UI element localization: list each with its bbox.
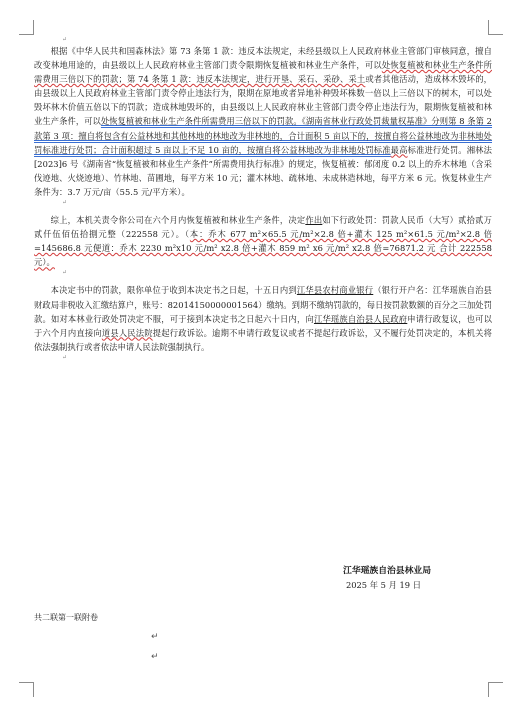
paragraph-decision (34, 213, 492, 269)
decision-text-c: 如下行政处罚：罚款人民币（大写）贰拾贰万贰仟伍佰伍拾捌元整（222558 元）。（ (34, 215, 492, 240)
copy-note: 共二联第一联附卷 (34, 613, 98, 622)
payment-text-a: 本决定书中的罚款，限你单位于收到本决定书之日起，十五日内到 (50, 285, 297, 296)
return-mark: ↵ (151, 632, 159, 642)
paragraph-payment (34, 283, 492, 353)
paragraph-legal-basis (34, 44, 492, 199)
legal-basis-text-e: 最高 (390, 144, 408, 155)
crop-mark-bottom-right (488, 682, 503, 697)
legal-basis-text-d: 处恢复植被和林业生产条件所需费用三倍以下的罚款。《湖南省林业行政处罚裁量权基准》分则第 8 条第 2 款第 3 项：擅自将包含有公益林地和其他林地的林地改为非林地的，合计面积 5 亩以下的，按擅自将公益林地改为非林地处罚标准进行处罚；合计面积超过 5 亩以上不足 10 亩的，按擅自将公益林地改为非林地处罚标准 (34, 116, 493, 155)
crop-mark-bottom-left (19, 682, 34, 697)
issuing-organization: 江华瑶族自治县林业局 (343, 566, 431, 576)
paragraph-mark: ↵ (62, 199, 68, 207)
legal-basis-text-a: 根据《中华人民共和国森林法》第 73 条第 1 款：违反本法规定，未经县级以上人民政府林业主管部门审核同意，擅自改变林地用途的，由县级以上人民政府林业主管部门责令限期恢复植被和林业生产条件，可以 (34, 46, 492, 71)
decision-text-d: 本：乔木 677 m²×65.5 元/m²×2.8 倍+灌木 125 m²×61.5 元/m²×2.8 倍=145686.8 元便道：乔木 2230 m²x10 元/m² x2.8 倍+灌木 859 m² x6 元/m² x2.8 倍=76871.2 元 合计 222558 元）。 (34, 229, 493, 268)
legal-basis-text-f: 标准进行处罚。湘林法[2023]6 号《湖南省“恢复植被和林业生产条件”所需费用执行标准》的规定，恢复植被：郁闭度 0.2 以上的乔木林地（含采伐迹地、火烧迹地）、竹林地、苗圃地，每平方米 10 元；灌木林地、疏林地、未成林造林地，每平方米 6 元。恢复林业生产条件为：3.7 万元/亩（55.5 元/平方米）。 (34, 144, 492, 197)
payment-text-g: 提起行政诉讼。逾期不申请行政复议或者不提起行政诉讼，又不履行处罚决定的，本机关将依法强制执行或者依法申请人民法院强制执行。 (34, 327, 492, 352)
document-body (34, 36, 492, 362)
decision-text-a: 综上，本机关责令你公司在六个月内恢复植被和林业生产条件，决定 (50, 215, 306, 226)
payment-text-c: （银行开户名：江华瑶族自治县财政局非税收入汇缴结算户，账号：82014150000001564）缴纳。到期不缴纳罚款的，每日按罚款数额的百分之三加处罚款。如对本林业行政处罚决定不服，可于接到本决定书之日起六十日内，向 (34, 285, 492, 324)
issue-date: 2025 年 5 月 19 日 (345, 580, 421, 590)
paragraph-mark: ↵ (62, 36, 68, 43)
crop-mark-top-right (488, 20, 503, 35)
paragraph-mark: ↵ (62, 269, 68, 277)
payment-government: 江华瑶族自治县人民政府 (313, 313, 408, 324)
payment-court: 道县人民法院 (101, 327, 153, 338)
legal-basis-text-b: 处恢复植被和林业生产条件所需费用三倍以下的罚款；第 74 条第 1 款：违反本法规定，进行开垦、采石、采砂、采土 (34, 60, 492, 85)
crop-mark-top-left (19, 20, 34, 35)
paragraph-mark: ↵ (62, 353, 68, 361)
decision-text-b: 作出 (305, 215, 323, 226)
legal-basis-text-c: 或者其他活动，造成林木毁坏的，由县级以上人民政府林业主管部门责令停止违法行为，限期在原地或者异地补种毁坏株数一倍以上三倍以下的树木，可以处毁坏林木价值五倍以下的罚款；造成林地毁坏的，由县级以上人民政府林业主管部门责令停止违法行为，限期恢复植被和林业生产条件，可以 (34, 74, 492, 127)
return-mark: ↵ (151, 652, 159, 662)
payment-bank: 江华县农村商业银行 (296, 285, 374, 296)
signature-block (343, 564, 431, 592)
payment-text-e: 申请行政复议，也可以于六个月内直接向 (34, 313, 492, 338)
